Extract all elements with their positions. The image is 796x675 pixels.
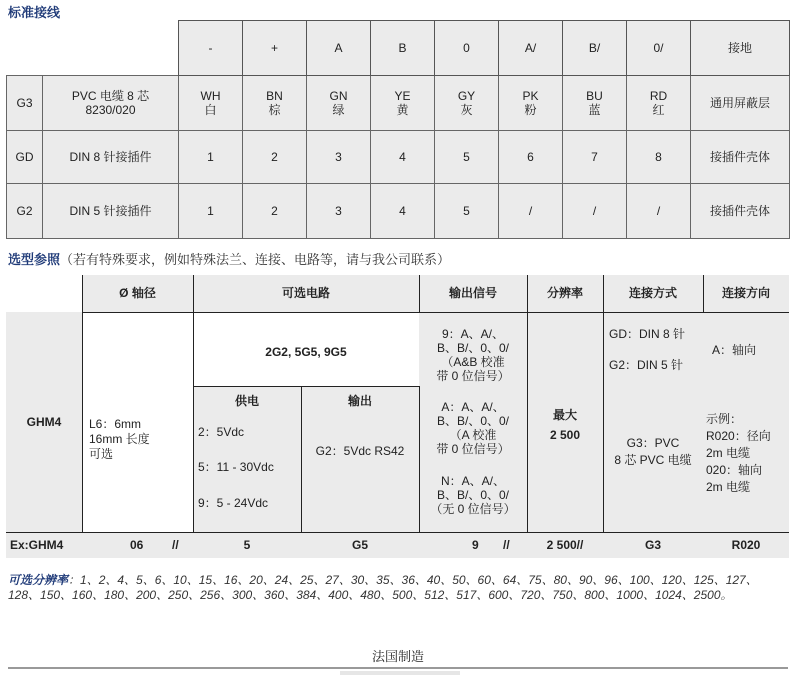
- pin-cell: 5: [435, 184, 499, 239]
- signal-option-a: A：A、A/、 B、B/、0、0/ （A 校准 带 0 位信号）: [436, 400, 510, 456]
- resolution-text: 最大 2 500: [549, 408, 581, 442]
- wire-code: RD: [649, 89, 668, 103]
- header-shaft: Ø 轴径: [119, 286, 156, 300]
- pin-cell: 7: [563, 131, 627, 184]
- power-option: 5：11 - 30Vdc: [198, 460, 274, 474]
- made-in-label: 法国制造: [371, 649, 424, 664]
- row-code: GD: [7, 131, 43, 184]
- power-option: 9：5 - 24Vdc: [198, 496, 269, 510]
- header-connection: 连接方式: [628, 286, 677, 300]
- wiring-header: 接地: [691, 21, 790, 76]
- pin-cell: 3: [307, 131, 371, 184]
- wiring-row: [7, 131, 790, 184]
- direction-examples: 示例： R020：径向 2m 电缆 020：轴向 2m 电缆: [706, 412, 771, 494]
- wiring-row: [7, 76, 790, 131]
- resolution-list: [8, 573, 788, 603]
- row-code: G2: [7, 184, 43, 239]
- wiring-header: 0: [435, 21, 499, 76]
- footer-divider: [8, 667, 788, 669]
- connection-g2: G2：DIN 5 针: [609, 358, 684, 372]
- example-output: G5: [351, 538, 368, 552]
- pin-cell: 4: [371, 184, 435, 239]
- wire-color-name: 红: [652, 103, 665, 117]
- selection-title: 选型参照（若有特殊要求，例如特殊法兰、连接、电路等，请与我公司联系）: [8, 252, 451, 267]
- pin-cell: 8: [627, 131, 691, 184]
- wire-color-cell: [435, 76, 499, 131]
- shaft-text: L6：6mm 16mm 长度 可选: [89, 417, 150, 461]
- resolution-list-values: ：1、2、4、5、6、10、15、16、20、24、25、27、30、35、36、40、50、60、64、75、80、90、96、100、120、125、127、128、150、160、180、200、250、256、300、360、384、400、480、500、512、517、600、720、750、800、1000、1024、2500。: [8, 573, 758, 602]
- pin-cell: 1: [179, 131, 243, 184]
- wire-color-cell: [563, 76, 627, 131]
- wire-color-name: 蓝: [588, 103, 601, 117]
- wiring-header: B/: [563, 21, 627, 76]
- wire-code: GN: [329, 89, 348, 103]
- wire-color-name: 灰: [460, 103, 473, 117]
- example-separator: //: [503, 538, 510, 552]
- wiring-header: A/: [499, 21, 563, 76]
- wiring-header-row: [7, 21, 790, 76]
- wire-color-name: 棕: [268, 103, 281, 117]
- selection-subtitle: （若有特殊要求，例如特殊法兰、连接、电路等，请与我公司联系）: [60, 252, 451, 267]
- wire-color-name: 粉: [524, 103, 537, 117]
- example-direction: R020: [731, 538, 761, 552]
- header-resolution: 分辨率: [546, 286, 583, 300]
- example-power: 5: [243, 538, 251, 552]
- header-direction: 连接方向: [721, 286, 770, 300]
- output-header: 输出: [347, 394, 372, 408]
- pin-cell: /: [627, 184, 691, 239]
- power-header: 供电: [234, 394, 259, 408]
- wiring-row: [7, 184, 790, 239]
- signal-option-9: 9：A、A/、 B、B/、0、0/ （A&B 校准 带 0 位信号）: [436, 327, 510, 383]
- row-code: G3: [7, 76, 43, 131]
- wiring-header: -: [179, 21, 243, 76]
- output-option: G2：5Vdc RS42: [315, 444, 405, 458]
- pin-cell: /: [563, 184, 627, 239]
- wire-color-cell: [179, 76, 243, 131]
- wire-color-cell: [499, 76, 563, 131]
- resolution-list-label: 可选分辨率: [8, 573, 69, 587]
- example-connection: G3: [644, 538, 661, 552]
- connection-gd: GD：DIN 8 针: [609, 327, 686, 341]
- pin-cell: 4: [371, 131, 435, 184]
- power-option: 2：5Vdc: [198, 425, 245, 439]
- wire-code: WH: [200, 89, 221, 103]
- example-resolution: 2 500//: [546, 538, 584, 552]
- pin-cell: 5: [435, 131, 499, 184]
- wire-color-cell: [243, 76, 307, 131]
- pin-cell: /: [499, 184, 563, 239]
- pin-cell: 6: [499, 131, 563, 184]
- wire-code: PK: [522, 89, 539, 103]
- wire-code: YE: [394, 89, 411, 103]
- ground-cell: 接插件壳体: [691, 131, 790, 184]
- example-shaft: 06: [130, 538, 144, 552]
- wiring-table: [6, 20, 790, 239]
- wire-color-cell: [307, 76, 371, 131]
- wiring-header: +: [243, 21, 307, 76]
- wire-code: BN: [266, 89, 283, 103]
- wiring-header: B: [371, 21, 435, 76]
- direction-a: A：轴向: [712, 343, 757, 357]
- pin-cell: 2: [243, 131, 307, 184]
- example-separator: //: [172, 538, 179, 552]
- row-desc: DIN 8 针接插件: [43, 131, 179, 184]
- signal-option-n: N：A、A/、 B、B/、0、0/ （无 0 位信号）: [430, 474, 516, 516]
- wiring-title: 标准接线: [8, 5, 61, 20]
- wiring-header: 0/: [627, 21, 691, 76]
- wire-color-name: 绿: [332, 103, 345, 117]
- connection-g3: G3：PVC 8 芯 PVC 电缆: [614, 436, 692, 467]
- wire-code: GY: [457, 89, 476, 103]
- pin-cell: 3: [307, 184, 371, 239]
- wire-color-cell: [627, 76, 691, 131]
- row-desc: PVC 电缆 8 芯 8230/020: [43, 76, 179, 131]
- ground-cell: 通用屏蔽层: [691, 76, 790, 131]
- pin-cell: 2: [243, 184, 307, 239]
- selection-table: [6, 275, 789, 558]
- example-label: Ex:GHM4: [10, 538, 64, 552]
- pin-cell: 1: [179, 184, 243, 239]
- wire-color-name: 白: [204, 103, 217, 117]
- wire-color-cell: [371, 76, 435, 131]
- model-name: GHM4: [26, 415, 62, 429]
- header-output: 输出信号: [448, 286, 497, 300]
- wire-color-name: 黄: [396, 103, 409, 117]
- wire-code: BU: [586, 89, 603, 103]
- circuit-options: 2G2, 5G5, 9G5: [265, 345, 347, 359]
- row-desc: DIN 5 针接插件: [43, 184, 179, 239]
- footer-faint-text: [340, 671, 460, 675]
- example-signal: 9: [472, 538, 479, 552]
- ground-cell: 接插件壳体: [691, 184, 790, 239]
- header-circuit: 可选电路: [281, 286, 330, 300]
- wiring-header: A: [307, 21, 371, 76]
